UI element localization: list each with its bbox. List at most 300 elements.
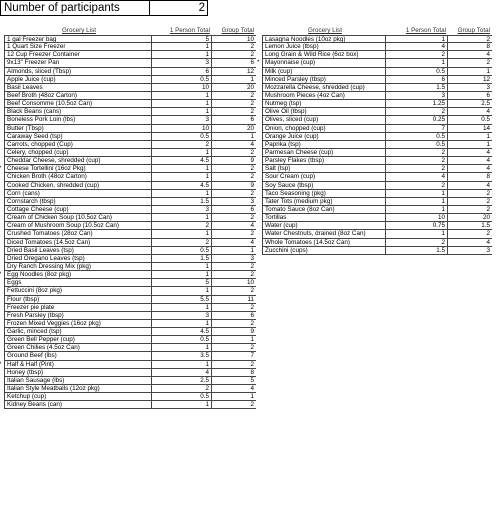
table-row: [4, 255, 256, 263]
item-name-cell[interactable]: Cream of Mushroom Soup (10.5oz Can): [4, 222, 152, 230]
group-total-cell[interactable]: 20: [212, 125, 256, 133]
person-total-cell[interactable]: 10: [152, 84, 212, 92]
group-total-cell[interactable]: 2: [212, 214, 256, 222]
person-total-cell[interactable]: 1: [152, 165, 212, 173]
group-total-cell[interactable]: 2: [212, 271, 256, 279]
table-row: [262, 84, 492, 92]
person-total-cell[interactable]: 4: [386, 173, 448, 181]
item-name-cell[interactable]: Butter (Tbsp): [4, 125, 152, 133]
item-name-cell[interactable]: Caraway Seed (tsp): [4, 133, 152, 141]
table-row: [262, 133, 492, 141]
group-total-cell[interactable]: 10: [212, 279, 256, 287]
table-row: [4, 173, 256, 181]
person-total-cell[interactable]: 1: [152, 190, 212, 198]
person-total-cell[interactable]: 1: [386, 59, 448, 67]
item-name-cell[interactable]: Cottage Cheese (cup): [4, 206, 152, 214]
table-row: [4, 304, 256, 312]
group-total-cell[interactable]: 2: [448, 198, 492, 206]
person-total-cell[interactable]: 1: [152, 344, 212, 352]
table-row: [4, 287, 256, 295]
person-total-cell[interactable]: 2: [152, 239, 212, 247]
table-row: [4, 157, 256, 165]
person-total-cell[interactable]: 1: [386, 198, 448, 206]
table-row: [4, 68, 256, 76]
table-row: [4, 141, 256, 149]
group-total-cell[interactable]: 3: [212, 255, 256, 263]
item-name-cell[interactable]: Salt (tsp): [262, 165, 386, 173]
table-row: [4, 116, 256, 124]
table-row: [4, 230, 256, 238]
item-name-cell[interactable]: Flour (tbsp): [4, 296, 152, 304]
group-total-cell[interactable]: 2: [212, 43, 256, 51]
table-row: [262, 157, 492, 165]
item-name-cell[interactable]: Onion, chopped (cup): [262, 125, 386, 133]
group-total-cell[interactable]: 0.5: [448, 116, 492, 124]
person-total-cell[interactable]: 6: [152, 68, 212, 76]
item-name-cell[interactable]: Frozen Mixed Veggies (16oz pkg): [4, 320, 152, 328]
group-total-cell[interactable]: 8: [448, 43, 492, 51]
person-total-cell[interactable]: 2: [386, 182, 448, 190]
header-person-total: 1 Person Total: [169, 27, 210, 34]
item-name-cell[interactable]: Mushroom Pieces (4oz Can): [262, 92, 386, 100]
table-row: [4, 84, 256, 92]
table-row: [4, 100, 256, 108]
table-row: [262, 173, 492, 181]
person-total-cell[interactable]: 2: [152, 141, 212, 149]
table-row: [4, 125, 256, 133]
person-total-cell[interactable]: 10: [386, 214, 448, 222]
person-total-cell[interactable]: 6: [386, 76, 448, 84]
group-total-cell[interactable]: 2: [212, 361, 256, 369]
item-name-cell[interactable]: Parsley Flakes (tbsp): [262, 157, 386, 165]
group-total-cell[interactable]: 11: [212, 296, 256, 304]
item-name-cell[interactable]: Diced Tomatoes (14.5oz Can): [4, 239, 152, 247]
group-total-cell[interactable]: 8: [212, 369, 256, 377]
item-name-cell[interactable]: Water (cup): [262, 222, 386, 230]
table-row: [4, 247, 256, 255]
group-total-cell[interactable]: 4: [212, 385, 256, 393]
participants-row: [0, 0, 208, 16]
person-total-cell[interactable]: 1.5: [152, 255, 212, 263]
item-name-cell[interactable]: Basil Leaves: [4, 84, 152, 92]
group-total-cell[interactable]: 6: [212, 116, 256, 124]
table-row: [262, 35, 492, 43]
item-name-cell[interactable]: Eggs: [4, 279, 152, 287]
person-total-cell[interactable]: 1: [386, 190, 448, 198]
item-name-cell[interactable]: 1 gal Freezer bag: [4, 35, 152, 43]
group-total-cell[interactable]: 12: [212, 68, 256, 76]
person-total-cell[interactable]: 5: [152, 279, 212, 287]
person-total-cell[interactable]: 4.5: [152, 157, 212, 165]
person-total-cell[interactable]: 7: [386, 125, 448, 133]
person-total-cell[interactable]: 1.25: [386, 100, 448, 108]
person-total-cell[interactable]: 5.5: [152, 296, 212, 304]
group-total-cell[interactable]: 1: [212, 133, 256, 141]
person-total-cell[interactable]: 1: [152, 100, 212, 108]
table-row: [4, 279, 256, 287]
table-row: [4, 35, 256, 43]
item-name-cell[interactable]: Olive Oil (tbsp): [262, 108, 386, 116]
item-name-cell[interactable]: Egg Noodles (8oz pkg): [4, 271, 152, 279]
table-row: [262, 230, 492, 238]
group-total-cell[interactable]: 1: [212, 76, 256, 84]
person-total-cell[interactable]: 3: [152, 59, 212, 67]
item-name-cell[interactable]: Minced Parsley (tbsp): [262, 76, 386, 84]
person-total-cell[interactable]: 10: [152, 125, 212, 133]
table-row: [262, 222, 492, 230]
table-row: [4, 296, 256, 304]
person-total-cell[interactable]: 0.5: [386, 133, 448, 141]
table-row: [262, 165, 492, 173]
person-total-cell[interactable]: 3: [152, 206, 212, 214]
table-row: [4, 239, 256, 247]
table-row: [4, 312, 256, 320]
item-name-cell[interactable]: Mayonnaise (cup): [262, 59, 386, 67]
group-total-cell[interactable]: 2: [212, 230, 256, 238]
grocery-list-right: [257, 27, 492, 255]
item-name-cell[interactable]: Parmesan Cheese (cup): [262, 149, 386, 157]
person-total-cell[interactable]: 1: [152, 287, 212, 295]
group-total-cell[interactable]: 12: [448, 76, 492, 84]
item-name-cell[interactable]: Lemon Juice (tbsp): [262, 43, 386, 51]
group-total-cell[interactable]: 1: [448, 141, 492, 149]
right-rows: [257, 35, 492, 255]
item-name-cell[interactable]: 12 Cup Freezer Container: [4, 51, 152, 59]
table-row: [262, 149, 492, 157]
table-row: [4, 344, 256, 352]
item-name-cell[interactable]: Crushed Tomatoes (28oz Can): [4, 230, 152, 238]
item-name-cell[interactable]: Fettuccini (8oz pkg): [4, 287, 152, 295]
person-total-cell[interactable]: 3: [152, 312, 212, 320]
person-total-cell[interactable]: 0.5: [152, 393, 212, 401]
group-total-cell[interactable]: 9: [212, 157, 256, 165]
header-group-total: Group Total: [221, 27, 254, 34]
person-total-cell[interactable]: 0.5: [152, 133, 212, 141]
table-row: [4, 320, 256, 328]
item-name-cell[interactable]: Almonds, sliced (Tbsp): [4, 68, 152, 76]
item-name-cell[interactable]: Fresh Parsley (tbsp): [4, 312, 152, 320]
group-total-cell[interactable]: 4: [448, 165, 492, 173]
table-row: [4, 198, 256, 206]
table-row: [262, 108, 492, 116]
group-total-cell[interactable]: 2: [212, 51, 256, 59]
item-name-cell[interactable]: Beef Broth (48oz Carton): [4, 92, 152, 100]
item-name-cell[interactable]: Ground Beef (lbs): [4, 352, 152, 360]
person-total-cell[interactable]: 1: [152, 320, 212, 328]
table-row: [4, 271, 256, 279]
item-name-cell[interactable]: Ketchup (cup): [4, 393, 152, 401]
header-grocery-list: Grocery List: [308, 27, 342, 34]
asterisk-mark: [0, 361, 1, 369]
group-total-cell[interactable]: 2: [212, 108, 256, 116]
table-row: [262, 125, 492, 133]
group-total-cell[interactable]: 4: [212, 239, 256, 247]
person-total-cell[interactable]: 0.5: [386, 68, 448, 76]
table-row: [4, 361, 256, 369]
group-total-cell[interactable]: 6: [448, 92, 492, 100]
person-total-cell[interactable]: 1: [386, 35, 448, 43]
item-name-cell[interactable]: Green Chilies (4.5oz Can): [4, 344, 152, 352]
person-total-cell[interactable]: 1: [152, 214, 212, 222]
person-total-cell[interactable]: 3: [386, 92, 448, 100]
group-total-cell[interactable]: 4: [448, 149, 492, 157]
item-name-cell[interactable]: Soy Sauce (tbsp): [262, 182, 386, 190]
person-total-cell[interactable]: 1: [152, 108, 212, 116]
group-total-cell[interactable]: 2: [212, 92, 256, 100]
item-name-cell[interactable]: Dry Ranch Dressing Mix (pkg): [4, 263, 152, 271]
item-name-cell[interactable]: Tortillas: [262, 214, 386, 222]
header-row: [262, 27, 492, 35]
item-name-cell[interactable]: Black Beans (cans): [4, 108, 152, 116]
table-row: [4, 92, 256, 100]
item-name-cell[interactable]: Carrots, chopped (Cup): [4, 141, 152, 149]
person-total-cell[interactable]: 4.5: [152, 328, 212, 336]
group-total-cell[interactable]: 3: [448, 247, 492, 255]
group-total-cell[interactable]: 2: [448, 190, 492, 198]
item-name-cell[interactable]: Italian Sausage (lbs): [4, 377, 152, 385]
person-total-cell[interactable]: 0.75: [386, 222, 448, 230]
item-name-cell[interactable]: Cream of Chicken Soup (10.5oz Can): [4, 214, 152, 222]
group-total-cell[interactable]: 1: [448, 68, 492, 76]
group-total-cell[interactable]: 7: [212, 352, 256, 360]
person-total-cell[interactable]: 2: [386, 239, 448, 247]
asterisk-mark: [0, 165, 1, 173]
item-name-cell[interactable]: Celery, chopped (cup): [4, 149, 152, 157]
group-total-cell[interactable]: 2: [448, 206, 492, 214]
item-name-cell[interactable]: 9x13" Freezer Pan: [4, 59, 152, 67]
item-name-cell[interactable]: Freezer pie plate: [4, 304, 152, 312]
header-row: [4, 27, 256, 35]
group-total-cell[interactable]: 1.5: [448, 222, 492, 230]
item-name-cell[interactable]: 1 Quart Size Freezer: [4, 43, 152, 51]
item-name-cell[interactable]: Beef Consomme (10.5oz Can): [4, 100, 152, 108]
group-total-cell[interactable]: 20: [212, 84, 256, 92]
group-total-cell[interactable]: 6: [212, 206, 256, 214]
item-name-cell[interactable]: Corn (cans): [4, 190, 152, 198]
table-row: [4, 108, 256, 116]
group-total-cell[interactable]: 1: [212, 393, 256, 401]
table-row: [262, 43, 492, 51]
table-row: [4, 190, 256, 198]
item-name-cell[interactable]: Dried Oregano Leaves (tsp): [4, 255, 152, 263]
group-total-cell[interactable]: 20: [448, 214, 492, 222]
person-total-cell[interactable]: 2: [152, 385, 212, 393]
group-total-cell[interactable]: 6: [212, 59, 256, 67]
person-total-cell[interactable]: 2: [386, 157, 448, 165]
person-total-cell[interactable]: 0.5: [152, 76, 212, 84]
table-row: [4, 43, 256, 51]
group-total-cell[interactable]: 2: [212, 401, 256, 409]
item-name-cell[interactable]: Orange Juice (cup): [262, 133, 386, 141]
group-total-cell[interactable]: 2: [212, 149, 256, 157]
item-name-cell[interactable]: Italian Style Meatballs (12oz pkg): [4, 385, 152, 393]
person-total-cell[interactable]: 1: [152, 43, 212, 51]
person-total-cell[interactable]: 1: [152, 304, 212, 312]
table-row: [262, 198, 492, 206]
group-total-cell[interactable]: 1: [448, 133, 492, 141]
item-name-cell[interactable]: Tater Tots (medium pkg): [262, 198, 386, 206]
table-row: [257, 59, 492, 67]
item-name-cell[interactable]: Dried Basil Leaves (tsp): [4, 247, 152, 255]
table-row: [4, 222, 256, 230]
person-total-cell[interactable]: 1.5: [152, 198, 212, 206]
group-total-cell[interactable]: 3: [212, 198, 256, 206]
table-row: [262, 247, 492, 255]
group-total-cell[interactable]: 4: [212, 141, 256, 149]
item-name-cell[interactable]: Garlic, minced (tsp): [4, 328, 152, 336]
group-total-cell[interactable]: 4: [448, 182, 492, 190]
table-row: [4, 352, 256, 360]
table-row: [262, 68, 492, 76]
table-row: [262, 100, 492, 108]
person-total-cell[interactable]: 2: [386, 108, 448, 116]
group-total-cell[interactable]: 2: [212, 320, 256, 328]
grocery-list-left: [4, 27, 256, 409]
item-name-cell[interactable]: Water Chestnuts, drained (8oz Can): [262, 230, 386, 238]
table-row: [4, 182, 256, 190]
table-row: [4, 76, 256, 84]
person-total-cell[interactable]: 4.5: [152, 182, 212, 190]
group-total-cell[interactable]: 2: [448, 35, 492, 43]
person-total-cell[interactable]: 1: [386, 230, 448, 238]
item-name-cell[interactable]: Honey (tbsp): [4, 369, 152, 377]
item-name-cell[interactable]: Lasagna Noodles (10oz pkg): [262, 35, 386, 43]
item-name-cell[interactable]: Half & Half (Pint): [4, 361, 152, 369]
header-grocery-list: Grocery List: [62, 27, 96, 34]
person-total-cell[interactable]: 0.5: [152, 247, 212, 255]
item-name-cell[interactable]: Tomato Sauce (8oz Can): [262, 206, 386, 214]
table-row: [4, 59, 256, 67]
table-row: [262, 51, 492, 59]
item-name-cell[interactable]: Olives, sliced (cup): [262, 116, 386, 124]
table-row: [4, 336, 256, 344]
item-name-cell[interactable]: Taco Seasoning (pkg): [262, 190, 386, 198]
person-total-cell[interactable]: 2: [386, 149, 448, 157]
group-total-cell[interactable]: 14: [448, 125, 492, 133]
table-row: [262, 214, 492, 222]
table-row: [4, 51, 256, 59]
left-rows: [4, 35, 256, 409]
person-total-cell[interactable]: 1.5: [386, 84, 448, 92]
item-name-cell[interactable]: Milk (cup): [262, 68, 386, 76]
item-name-cell[interactable]: Mozzarella Cheese, shredded (cup): [262, 84, 386, 92]
group-total-cell[interactable]: 2.5: [448, 100, 492, 108]
group-total-cell[interactable]: 2: [448, 230, 492, 238]
group-total-cell[interactable]: 10: [212, 35, 256, 43]
group-total-cell[interactable]: 2: [212, 344, 256, 352]
item-name-cell[interactable]: Kidney Beans (can): [4, 401, 152, 409]
table-row: [262, 190, 492, 198]
table-row: [262, 116, 492, 124]
group-total-cell[interactable]: 9: [212, 328, 256, 336]
group-total-cell[interactable]: 2: [212, 100, 256, 108]
group-total-cell[interactable]: 2: [448, 59, 492, 67]
item-name-cell[interactable]: Cornstarch (tbsp): [4, 198, 152, 206]
table-row: [4, 369, 256, 377]
group-total-cell[interactable]: 5: [212, 377, 256, 385]
group-total-cell[interactable]: 6: [212, 312, 256, 320]
item-name-cell[interactable]: Apple Juice (cup): [4, 76, 152, 84]
group-total-cell[interactable]: 1: [212, 247, 256, 255]
item-name-cell[interactable]: Nutmeg (tsp): [262, 100, 386, 108]
person-total-cell[interactable]: 2.5: [152, 377, 212, 385]
person-total-cell[interactable]: 2: [152, 222, 212, 230]
item-name-cell[interactable]: Chicken Broth (48oz Carton): [4, 173, 152, 181]
table-row: [262, 206, 492, 214]
group-total-cell[interactable]: 4: [212, 222, 256, 230]
item-name-cell[interactable]: Paprika (tsp): [262, 141, 386, 149]
table-row: [262, 182, 492, 190]
person-total-cell[interactable]: 1: [152, 263, 212, 271]
group-total-cell[interactable]: 4: [448, 157, 492, 165]
participants-label: Number of participants: [0, 0, 150, 16]
person-total-cell[interactable]: 1: [152, 51, 212, 59]
person-total-cell[interactable]: 1: [152, 271, 212, 279]
person-total-cell[interactable]: 1: [152, 230, 212, 238]
person-total-cell[interactable]: 3: [152, 116, 212, 124]
table-row: [4, 263, 256, 271]
group-total-cell[interactable]: 2: [212, 287, 256, 295]
group-total-cell[interactable]: 4: [448, 108, 492, 116]
person-total-cell[interactable]: 1: [152, 361, 212, 369]
table-row: [4, 149, 256, 157]
item-name-cell[interactable]: Cheese Tortellini (16oz Pkg): [4, 165, 152, 173]
item-name-cell[interactable]: Long Grain & Wild Rice (6oz box): [262, 51, 386, 59]
item-name-cell[interactable]: Boneless Pork Loin (lbs): [4, 116, 152, 124]
item-name-cell[interactable]: Cheddar Cheese, shredded (cup): [4, 157, 152, 165]
person-total-cell[interactable]: 3.5: [152, 352, 212, 360]
group-total-cell[interactable]: 8: [448, 173, 492, 181]
group-total-cell[interactable]: 2: [212, 190, 256, 198]
person-total-cell[interactable]: 4: [386, 43, 448, 51]
item-name-cell[interactable]: Cooked Chicken, shredded (cup): [4, 182, 152, 190]
person-total-cell[interactable]: 1: [152, 401, 212, 409]
item-name-cell[interactable]: Whole Tomatoes (14.5oz Can): [262, 239, 386, 247]
item-name-cell[interactable]: Sour Cream (cup): [262, 173, 386, 181]
group-total-cell[interactable]: 9: [212, 182, 256, 190]
item-name-cell[interactable]: Green Bell Pepper (cup): [4, 336, 152, 344]
person-total-cell[interactable]: 2: [386, 51, 448, 59]
person-total-cell[interactable]: 0.5: [386, 141, 448, 149]
person-total-cell[interactable]: 4: [152, 369, 212, 377]
item-name-cell[interactable]: Zucchini (cups): [262, 247, 386, 255]
group-total-cell[interactable]: 3: [448, 84, 492, 92]
table-row: [4, 214, 256, 222]
person-total-cell[interactable]: 0.25: [386, 116, 448, 124]
person-total-cell[interactable]: 1: [152, 92, 212, 100]
person-total-cell[interactable]: 5: [152, 35, 212, 43]
person-total-cell[interactable]: 1: [152, 149, 212, 157]
person-total-cell[interactable]: 0.5: [152, 336, 212, 344]
table-row: [4, 165, 256, 173]
header-person-total: 1 Person Total: [405, 27, 446, 34]
group-total-cell[interactable]: 2: [212, 304, 256, 312]
group-total-cell[interactable]: 1: [212, 336, 256, 344]
participants-input[interactable]: 2: [150, 0, 208, 16]
person-total-cell[interactable]: 1: [152, 173, 212, 181]
group-total-cell[interactable]: 4: [448, 239, 492, 247]
group-total-cell[interactable]: 2: [212, 165, 256, 173]
table-row: [262, 92, 492, 100]
asterisk-mark: [0, 271, 1, 279]
person-total-cell[interactable]: 1.5: [386, 247, 448, 255]
group-total-cell[interactable]: 2: [212, 263, 256, 271]
group-total-cell[interactable]: 2: [212, 173, 256, 181]
person-total-cell[interactable]: 2: [386, 165, 448, 173]
asterisk-mark: *: [257, 60, 260, 67]
person-total-cell[interactable]: 1: [386, 206, 448, 214]
group-total-cell[interactable]: 4: [448, 51, 492, 59]
